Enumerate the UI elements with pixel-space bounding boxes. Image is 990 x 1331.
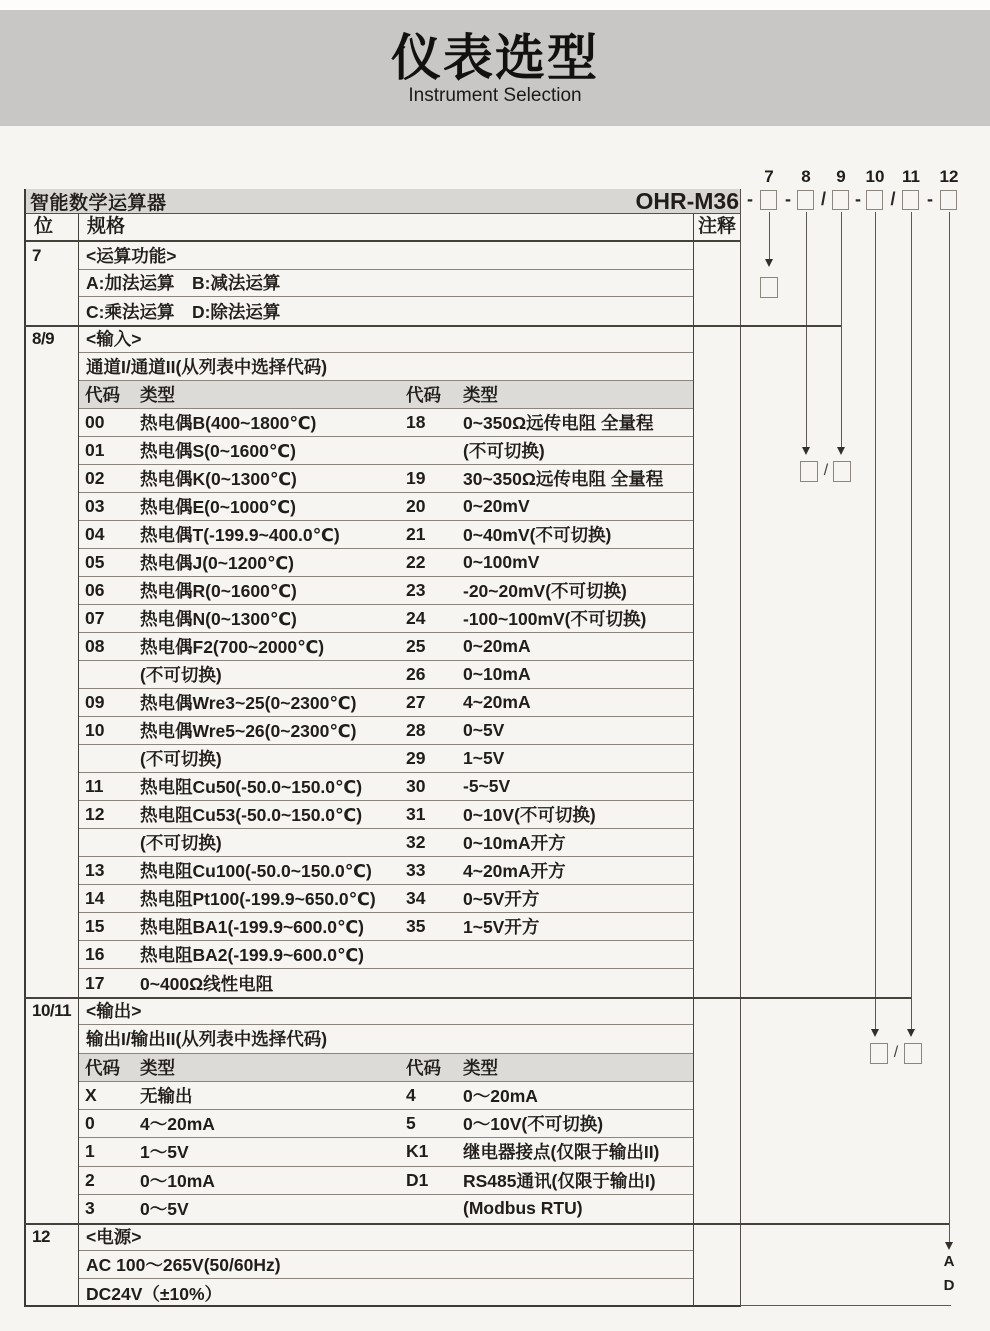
arrow-down-icon: [802, 447, 810, 455]
code-cell: 14: [85, 888, 105, 908]
section-position-7: [26, 242, 740, 325]
type-cell: 无输出: [140, 1085, 193, 1106]
code-cell: 08: [85, 636, 105, 656]
section-subtitle: 输出I/输出II(从列表中选择代码): [79, 1025, 693, 1053]
code-cell: 15: [85, 916, 105, 936]
code-cell: 03: [85, 496, 105, 516]
code-cell: 4: [406, 1084, 416, 1105]
code-cell: 35: [406, 916, 426, 936]
code-cell: 07: [85, 608, 105, 628]
type-cell: 0～10V(不可切换): [463, 1114, 604, 1135]
spec-row: <运算功能>: [79, 242, 693, 270]
type-cell: (Modbus RTU): [463, 1198, 583, 1219]
table-row: [79, 1195, 693, 1223]
type-cell: 热电偶J(0~1200℃): [140, 553, 294, 573]
code-type-header: [79, 1054, 693, 1082]
section-position-label: 8/9: [26, 325, 79, 997]
type-cell: 热电偶T(-199.9~400.0℃): [140, 525, 340, 545]
sub-header-cell: 代码: [406, 385, 441, 405]
code-cell: 01: [85, 440, 105, 460]
connector-line: [769, 212, 770, 261]
section-12-rows: [79, 1223, 694, 1307]
top-margin: [0, 0, 990, 10]
type-cell: 热电阻BA2(-199.9~600.0℃): [140, 945, 364, 965]
power-code-letter: A: [943, 1253, 955, 1270]
section-7-rows: [79, 242, 694, 325]
product-band: [26, 189, 740, 213]
section-8-9-rows: [79, 325, 694, 997]
section-title: <输入>: [79, 325, 693, 353]
selection-table: [24, 189, 741, 1307]
code-type-header: [79, 381, 693, 409]
pair-slash: /: [893, 1044, 899, 1061]
type-cell: (不可切换): [140, 749, 222, 769]
section-position-label: 12: [26, 1223, 79, 1307]
code-cell: 19: [406, 468, 426, 488]
type-cell: 热电偶K(0~1300℃): [140, 469, 297, 489]
code-cell: 0: [85, 1113, 95, 1134]
note-cell: [694, 242, 740, 325]
type-cell: 1~5V: [463, 748, 505, 768]
code-cell: K1: [406, 1141, 429, 1162]
selection-box: [904, 1043, 922, 1064]
arrow-down-icon: [871, 1029, 879, 1037]
column-header-position: 位: [26, 214, 79, 240]
table-row: [79, 605, 693, 633]
type-cell: 0~5V: [463, 720, 505, 740]
type-cell: 热电阻Cu50(-50.0~150.0℃): [140, 777, 363, 797]
type-cell: 0~40mV(不可切换): [463, 525, 612, 545]
table-row: [79, 969, 693, 997]
section-position-12: [26, 1223, 740, 1307]
type-cell: 热电偶F2(700~2000℃): [140, 637, 325, 657]
table-row: [79, 1138, 693, 1166]
type-cell: 0～20mA: [463, 1085, 538, 1106]
position-number-label: 12: [939, 167, 959, 186]
connector-line: [911, 212, 912, 1031]
power-code-letter: D: [943, 1277, 955, 1294]
section-border-extension: [24, 997, 911, 999]
connector-line: [806, 212, 807, 449]
code-cell: 27: [406, 692, 426, 712]
table-row: [79, 745, 693, 773]
type-cell: 0～10mA: [140, 1170, 215, 1191]
type-cell: 热电阻BA1(-199.9~600.0℃): [140, 917, 364, 937]
code-cell: 30: [406, 776, 426, 796]
type-cell: 0~20mV: [463, 496, 530, 516]
page-subtitle: Instrument Selection: [408, 85, 582, 106]
code-cell: 23: [406, 580, 426, 600]
table-row: [79, 633, 693, 661]
table-row: [79, 857, 693, 885]
table-row: [79, 1110, 693, 1138]
code-cell: 21: [406, 524, 426, 544]
type-cell: 4~20mA开方: [463, 861, 566, 881]
page-header-band: [0, 10, 990, 126]
position-number-label: 10: [865, 167, 885, 186]
type-cell: 0～5V: [140, 1199, 189, 1220]
model-code-box: [760, 190, 777, 210]
type-cell: 4~20mA: [463, 692, 531, 712]
code-cell: 12: [85, 804, 105, 824]
connector-line: [949, 212, 950, 1244]
section-position-label: 10/11: [26, 997, 79, 1223]
product-model: OHR-M36: [635, 189, 739, 213]
code-cell: 28: [406, 720, 426, 740]
section-border-extension: [24, 1223, 949, 1225]
arrow-down-icon: [837, 447, 845, 455]
table-header-row: [26, 213, 740, 242]
type-cell: 热电阻Cu53(-50.0~150.0℃): [140, 805, 363, 825]
code-cell: 11: [85, 776, 104, 796]
type-cell: 4～20mA: [140, 1114, 215, 1135]
spec-row: <电源>: [79, 1223, 693, 1251]
code-cell: X: [85, 1084, 97, 1105]
type-cell: 热电偶N(0~1300℃): [140, 609, 297, 629]
type-cell: RS485通讯(仅限于输出I): [463, 1170, 656, 1191]
type-cell: 1~5V开方: [463, 917, 540, 937]
code-cell: 06: [85, 580, 105, 600]
type-cell: 0~20mA: [463, 636, 531, 656]
code-cell: 04: [85, 524, 105, 544]
type-cell: 热电阻Cu100(-50.0~150.0℃): [140, 861, 372, 881]
type-cell: 继电器接点(仅限于输出II): [463, 1142, 660, 1163]
spec-row: DC24V（±10%）: [86, 1283, 223, 1304]
code-cell: 33: [406, 860, 426, 880]
selection-box: [800, 461, 818, 482]
section-position-10-11: [26, 997, 740, 1223]
spec-row: AC 100～265V(50/60Hz): [79, 1251, 693, 1279]
type-cell: 热电偶B(400~1800℃): [140, 413, 317, 433]
code-separator: /: [820, 189, 827, 209]
position-number-label: 7: [764, 167, 774, 186]
code-cell: 29: [406, 748, 426, 768]
table-row: [79, 1167, 693, 1195]
code-cell: 1: [85, 1141, 95, 1162]
code-cell: 3: [85, 1198, 95, 1219]
table-row: [79, 801, 693, 829]
sub-header-cell: 代码: [85, 1057, 120, 1078]
section-title: <输出>: [79, 997, 693, 1025]
code-cell: 13: [85, 860, 105, 880]
type-cell: 1～5V: [140, 1142, 189, 1163]
type-cell: (不可切换): [463, 441, 545, 461]
type-cell: 30~350Ω远传电阻 全量程: [463, 469, 664, 489]
table-row: [79, 661, 693, 689]
note-cell: [694, 997, 740, 1223]
section-position-8-9: [26, 325, 740, 997]
selection-box: [870, 1043, 888, 1064]
type-cell: 热电偶S(0~1600℃): [140, 441, 296, 461]
code-cell: 26: [406, 664, 426, 684]
table-row: [79, 437, 693, 465]
code-cell: 20: [406, 496, 426, 516]
arrow-down-icon: [907, 1029, 915, 1037]
type-cell: 0~5V开方: [463, 889, 540, 909]
sub-header-cell: 类型: [140, 1057, 175, 1078]
table-row: [79, 717, 693, 745]
type-cell: -20~20mV(不可切换): [463, 581, 627, 601]
model-code-box: [797, 190, 814, 210]
position-number-label: 8: [801, 167, 811, 186]
code-cell: 05: [85, 552, 105, 572]
code-separator: -: [855, 189, 861, 209]
type-cell: -100~100mV(不可切换): [463, 609, 647, 629]
section-position-label: 7: [26, 242, 79, 325]
code-cell: 5: [406, 1113, 416, 1134]
product-name: 智能数学运算器: [30, 192, 167, 213]
arrow-down-icon: [945, 1242, 953, 1250]
code-cell: 2: [85, 1169, 95, 1190]
code-separator: /: [890, 189, 896, 209]
note-cell: [694, 1223, 740, 1307]
code-cell: 16: [85, 944, 105, 964]
spec-row: A:加法运算 B:减法运算: [79, 270, 693, 298]
column-header-spec: 规格: [79, 214, 694, 240]
type-cell: 热电偶Wre3~25(0~2300℃): [140, 693, 357, 713]
connector-line: [875, 212, 876, 1031]
type-cell: (不可切换): [140, 665, 222, 685]
spec-row: C:乘法运算 D:除法运算: [86, 301, 281, 322]
position-number-label: 11: [902, 167, 920, 186]
code-cell: D1: [406, 1169, 429, 1190]
type-cell: 热电偶Wre5~26(0~2300℃): [140, 721, 357, 741]
pair-slash: /: [823, 462, 829, 479]
type-cell: 0~100mV: [463, 552, 540, 572]
code-cell: 18: [406, 412, 426, 432]
code-cell: 32: [406, 832, 426, 852]
table-row: [79, 521, 693, 549]
section-10-11-rows: [79, 997, 694, 1223]
model-code-box: [866, 190, 883, 210]
connector-line: [841, 212, 842, 449]
code-cell: 00: [85, 412, 105, 432]
table-row: [79, 1082, 693, 1110]
table-row: [79, 577, 693, 605]
type-cell: 热电偶R(0~1600℃): [140, 581, 297, 601]
model-code-box: [902, 190, 919, 210]
bottom-border-extension: [741, 1305, 951, 1306]
code-cell: 22: [406, 552, 426, 572]
table-row: [79, 493, 693, 521]
table-row: [79, 913, 693, 941]
position-number-label: 9: [836, 167, 846, 186]
table-row: [79, 409, 693, 437]
type-cell: 0~10mA开方: [463, 833, 566, 853]
selection-box: [833, 461, 851, 482]
table-row: [79, 465, 693, 493]
code-separator: -: [785, 189, 791, 209]
code-cell: 31: [406, 804, 426, 824]
sub-header-cell: 类型: [463, 385, 498, 405]
table-row: [79, 941, 693, 969]
type-cell: 热电偶E(0~1000℃): [140, 497, 296, 517]
model-code-box: [940, 190, 957, 210]
code-separator: -: [747, 189, 753, 209]
selection-box: [760, 277, 778, 298]
table-row: [79, 689, 693, 717]
note-cell: [694, 325, 740, 997]
arrow-down-icon: [765, 259, 773, 267]
table-row: [79, 773, 693, 801]
code-cell: 24: [406, 608, 426, 628]
sub-header-cell: 类型: [463, 1057, 498, 1078]
type-cell: 0~10V(不可切换): [463, 805, 596, 825]
type-cell: (不可切换): [140, 833, 222, 853]
code-cell: 17: [85, 972, 105, 993]
code-cell: 02: [85, 468, 105, 488]
sub-header-cell: 代码: [406, 1057, 441, 1078]
table-row: [79, 829, 693, 857]
sub-header-cell: 类型: [140, 385, 175, 405]
code-cell: 34: [406, 888, 426, 908]
section-border-extension: [24, 325, 841, 327]
type-cell: -5~5V: [463, 776, 511, 796]
table-row: [79, 549, 693, 577]
type-cell: 0~400Ω线性电阻: [140, 973, 274, 994]
page-title: 仪表选型: [391, 30, 599, 86]
column-header-note: 注释: [697, 216, 736, 237]
code-separator: -: [927, 189, 933, 209]
section-subtitle: 通道I/通道II(从列表中选择代码): [79, 353, 693, 381]
code-cell: 09: [85, 692, 105, 712]
table-row: [79, 885, 693, 913]
type-cell: 0~10mA: [463, 664, 531, 684]
code-cell: 10: [85, 720, 105, 740]
sub-header-cell: 代码: [85, 385, 120, 405]
code-cell: 25: [406, 636, 426, 656]
type-cell: 0~350Ω远传电阻 全量程: [463, 413, 654, 433]
type-cell: 热电阻Pt100(-199.9~650.0℃): [140, 889, 376, 909]
model-code-box: [832, 190, 849, 210]
